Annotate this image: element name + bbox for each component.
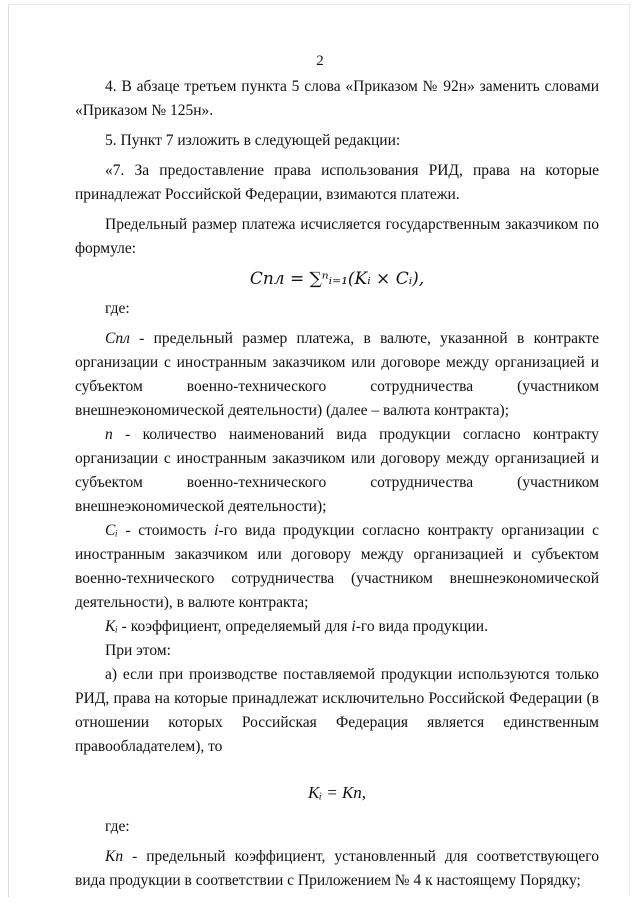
paragraph-4: 4. В абзаце третьем пункта 5 слова «Приказом № 92н» заменить словами «Приказом № 125н».: [75, 78, 599, 119]
definition-kp: [75, 845, 599, 893]
symbol-cpl: Cпл: [105, 330, 130, 347]
where-label: где:: [105, 300, 130, 317]
definition-ci-text-a: - стоимость: [117, 522, 215, 539]
definition-ci: [75, 519, 599, 615]
formula-ki-text: Kᵢ = Kп,: [307, 783, 367, 802]
definition-cpl-text: - предельный размер платежа, в валюте, указанной в контракте организации с иностранным заказчиком или договоре между организацией и субъектом военно-технического сотрудничества (участником внешнеэкономической деятельности) (далее – валюта контракта);: [75, 330, 599, 419]
where-label-2: где:: [105, 818, 130, 835]
definition-kp-text: - предельный коэффициент, установленный для соответствующего вида продукции в соответствии с Приложением № 4 к настоящему Порядку;: [75, 848, 599, 889]
formula-payment: [75, 267, 599, 291]
definition-ki-text-a: - коэффициент, определяемый для: [117, 618, 352, 635]
formula-payment-text: Cпл = ∑ⁿᵢ₌₁(Kᵢ × Cᵢ),: [249, 269, 425, 289]
paragraph-7-intro: «7. За предоставление права использования РИД, права на которые принадлежат Российской Федерации, взимаются платежи.: [75, 162, 599, 203]
symbol-i: i: [214, 522, 219, 539]
definition-ki-text-b: -го вида продукции.: [355, 618, 488, 635]
page-number: 2: [316, 53, 324, 69]
symbol-kp: Kп: [105, 848, 124, 865]
symbol-ci: Cᵢ: [105, 522, 118, 539]
definition-ki: [75, 615, 599, 639]
formula-ki: [75, 781, 599, 805]
item-a: а) если при производстве поставляемой продукции используются только РИД, права на которые принадлежат исключительно Российской Федерации (в отношении которых Российская Федерация является единственным правообладателем), то: [75, 666, 599, 755]
symbol-i-ki: i: [351, 618, 356, 635]
definition-ci-text-b: -го вида продукции согласно контракту организации с иностранным заказчиком или договору между организацией и субъектом военно-технического сотрудничества (участником внешнеэкономической деятельности), в валюте контракта;: [75, 522, 599, 611]
symbol-n: n: [105, 426, 113, 443]
definition-cpl: [75, 327, 599, 423]
paragraph-limit: Предельный размер платежа исчисляется государственным заказчиком по формуле:: [75, 216, 599, 257]
pri-etom: При этом:: [105, 642, 171, 659]
definition-n-text: - количество наименований вида продукции согласно контракту организации с иностранным заказчиком или договору между организацией и субъектом военно-технического сотрудничества (участником внешнеэкономической деятельности);: [75, 426, 599, 515]
definition-n: [75, 423, 599, 519]
paragraph-5: 5. Пункт 7 изложить в следующей редакции:: [105, 132, 401, 149]
document-body: [75, 75, 599, 893]
symbol-ki: Kᵢ: [105, 618, 118, 635]
